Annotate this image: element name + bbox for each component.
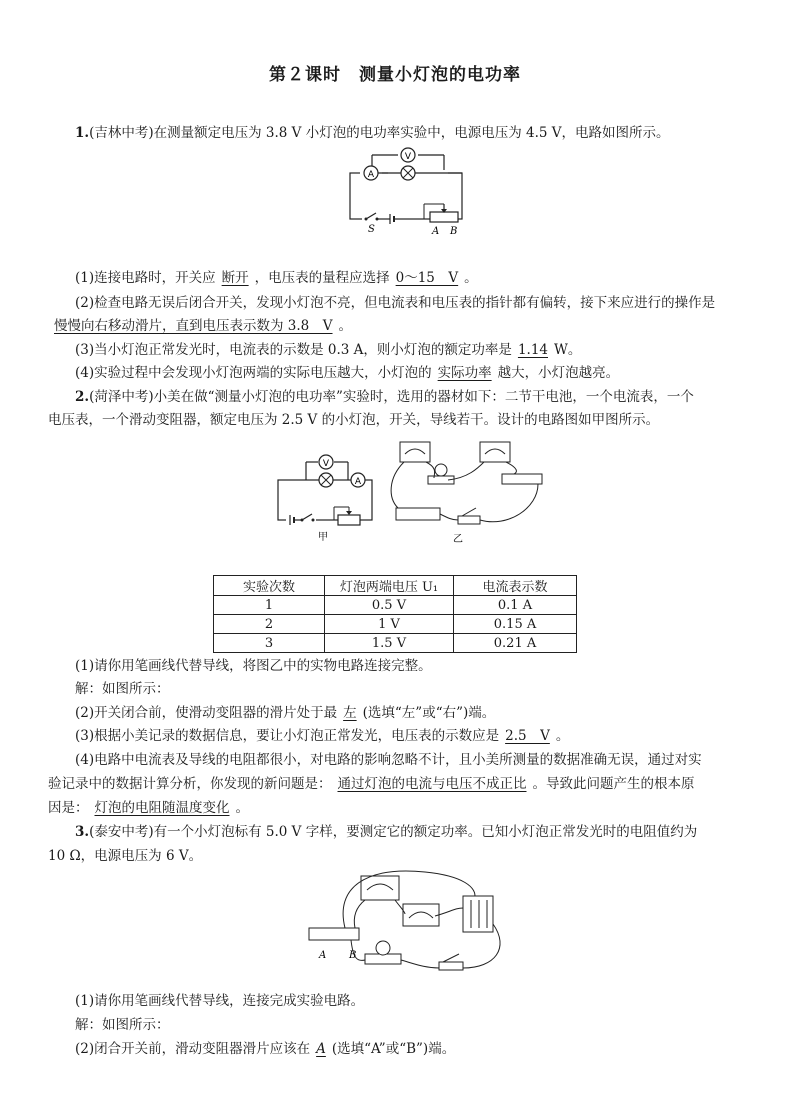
q3-switch-device (439, 962, 463, 970)
q1-circuit-diagram (340, 140, 470, 235)
table-cell: 0.5 V (325, 596, 454, 615)
q2-part4-end: 。 (235, 800, 249, 816)
q1-part4 (75, 364, 775, 382)
q1-stem-text: (吉林中考)在测量额定电压为 3.8 V 小灯泡的电功率实验中，电源电压为 4.5 V，电路如图所示。 (89, 125, 670, 141)
q1-part1-end: 。 (464, 270, 478, 286)
q1-part2-end: 。 (338, 318, 353, 334)
q2-part3-end: 。 (555, 728, 570, 744)
q2-part2-text: (2)开关闭合前，使滑动变阻器的滑片处于最 (75, 705, 338, 721)
q1-number: 1. (75, 125, 90, 141)
q3-part1: (1)请你用笔画线代替导线，连接完成实验电路。 (75, 993, 365, 1009)
q2-part4-text: 验记录中的数据计算分析，你发现的新问题是： (48, 776, 332, 792)
q1-ammeter-label: A (367, 170, 375, 180)
q3-label-a: A (319, 950, 327, 961)
table-row (214, 634, 577, 653)
q2-answer-3: 通过灯泡的电流与电压不成正比 (337, 776, 527, 792)
q3-stem-text: (泰安中考)有一个小灯泡标有 5.0 V 字样，要测定它的额定功率。已知小灯泡正常发光时的电阻值约为 (89, 824, 698, 840)
q2-stem-line1 (75, 388, 775, 406)
q2-rheostat-device (502, 474, 542, 484)
table-header: 灯泡两端电压 U₁ (325, 576, 454, 596)
q1-part4-text: (4)实验过程中会发现小灯泡两端的实际电压越大，小灯泡的 (75, 365, 432, 381)
q3-answer-1: A (316, 1041, 326, 1057)
q2-battery-box (396, 508, 440, 520)
q1-label-s: S (368, 224, 375, 235)
table-row (214, 596, 577, 615)
q3-physical-circuit (305, 868, 515, 980)
q3-part2-end: (选填“A”或“B”)端。 (331, 1041, 456, 1057)
q1-answer-2: 0～15 V (395, 270, 459, 286)
q1-answer-5: 实际功率 (437, 365, 492, 381)
q2-stem-line2: 电压表，一个滑动变阻器，额定电压为 2.5 V 的小灯泡，开关，导线若干。设计的电路图如甲图所示。 (48, 412, 660, 428)
table-cell: 0.15 A (454, 615, 577, 634)
q2-answer-1: 左 (343, 705, 357, 721)
q1-answer-4: 1.14 (517, 342, 548, 358)
q2-part4-mid: 。导致此问题产生的根本原 (532, 776, 695, 792)
table-cell: 0.21 A (454, 634, 577, 653)
q2-bulb-icon (435, 464, 447, 476)
q1-rheostat-icon (430, 212, 458, 222)
q2-part3-text: (3)根据小美记录的数据信息，要让小灯泡正常发光，电压表的示数应是 (75, 728, 500, 744)
q2-part4-text2: 因是： (48, 800, 89, 816)
q2-part4-line3 (48, 799, 748, 817)
q3-number: 3. (75, 824, 90, 840)
q2-ammeter-device (480, 442, 510, 462)
svg-text:A: A (354, 477, 362, 487)
q2-part1-solution: 解：如图所示： (75, 681, 170, 697)
q2-label-jia: 甲 (318, 532, 328, 543)
q2-answer-2: 2.5 V (505, 728, 550, 744)
q1-part3-text: (3)当小灯泡正常发光时，电流表的示数是 0.3 A，则小灯泡的额定功率是 (75, 342, 512, 358)
q1-part3 (75, 341, 775, 359)
q3-battery-device (463, 896, 493, 932)
q2-answer-4: 灯泡的电阻随温度变化 (94, 800, 230, 816)
q1-answer-3: 慢慢向右移动滑片，直到电压表示数为 3.8 V (54, 318, 333, 334)
q3-voltmeter-device (361, 876, 399, 900)
q3-bulb-icon (376, 941, 390, 955)
svg-text:V: V (322, 459, 330, 469)
table-cell: 3 (214, 634, 325, 653)
q1-part1 (75, 269, 775, 287)
q2-part4-line1: (4)电路中电流表及导线的电阻都很小，对电路的影响忽略不计，且小美所测量的数据准确无误，通过对实 (75, 752, 702, 768)
page-title: 第２课时 测量小灯泡的电功率 (269, 65, 521, 85)
q3-part2 (75, 1040, 775, 1058)
q1-part3-end: W。 (554, 342, 582, 358)
q1-voltmeter-label: V (404, 152, 412, 162)
q2-rheostat-icon (338, 515, 360, 525)
q1-label-b: B (450, 226, 458, 237)
table-cell: 1 V (325, 615, 454, 634)
q1-part2-line1: (2)检查电路无误后闭合开关，发现小灯泡不亮，但电流表和电压表的指针都有偏转，接下来应进行的操作是 (75, 295, 716, 311)
q3-part2-text: (2)闭合开关前，滑动变阻器滑片应该在 (75, 1041, 311, 1057)
table-row (214, 615, 577, 634)
table-cell: 0.1 A (454, 596, 577, 615)
q2-part4-line2 (48, 775, 748, 793)
q1-part1-mid: ，电压表的量程应选择 (254, 270, 390, 286)
table-header: 实验次数 (214, 576, 325, 596)
q2-label-yi: 乙 (453, 534, 463, 545)
table-cell: 1 (214, 596, 325, 615)
q2-part1: (1)请你用笔画线代替导线，将图乙中的实物电路连接完整。 (75, 658, 432, 674)
q3-rheostat-device (309, 928, 359, 940)
q2-data-table (213, 575, 577, 653)
q3-label-b: B (349, 950, 357, 961)
q2-physical-circuit-yi (378, 438, 548, 546)
table-cell: 1.5 V (325, 634, 454, 653)
q1-answer-1: 断开 (221, 270, 249, 286)
q1-label-a: A (432, 226, 440, 237)
q1-part2-line2 (48, 317, 748, 335)
table-header-row (214, 576, 577, 596)
q3-stem-line2: 10 Ω，电源电压为 6 V。 (48, 848, 203, 864)
q2-circuit-diagram-jia (272, 448, 382, 543)
q3-part1-solution: 解：如图所示： (75, 1017, 170, 1033)
table-header: 电流表示数 (454, 576, 577, 596)
q2-part3 (75, 727, 775, 745)
q2-voltmeter-device (400, 442, 430, 462)
q2-part2 (75, 704, 775, 722)
q2-switch-device (458, 516, 480, 524)
q2-part2-end: (选填“左”或“右”)端。 (362, 705, 496, 721)
table-cell: 2 (214, 615, 325, 634)
q2-number: 2. (75, 389, 90, 405)
q3-stem-line1 (75, 823, 775, 841)
q1-part4-end: 越大，小灯泡越亮。 (497, 365, 620, 381)
q2-stem-text: (菏泽中考)小美在做“测量小灯泡的电功率”实验时，选用的器材如下：二节干电池，一个电流表，一个 (89, 389, 694, 405)
q3-ammeter-device (403, 904, 439, 926)
q1-part1-text: (1)连接电路时，开关应 (75, 270, 216, 286)
